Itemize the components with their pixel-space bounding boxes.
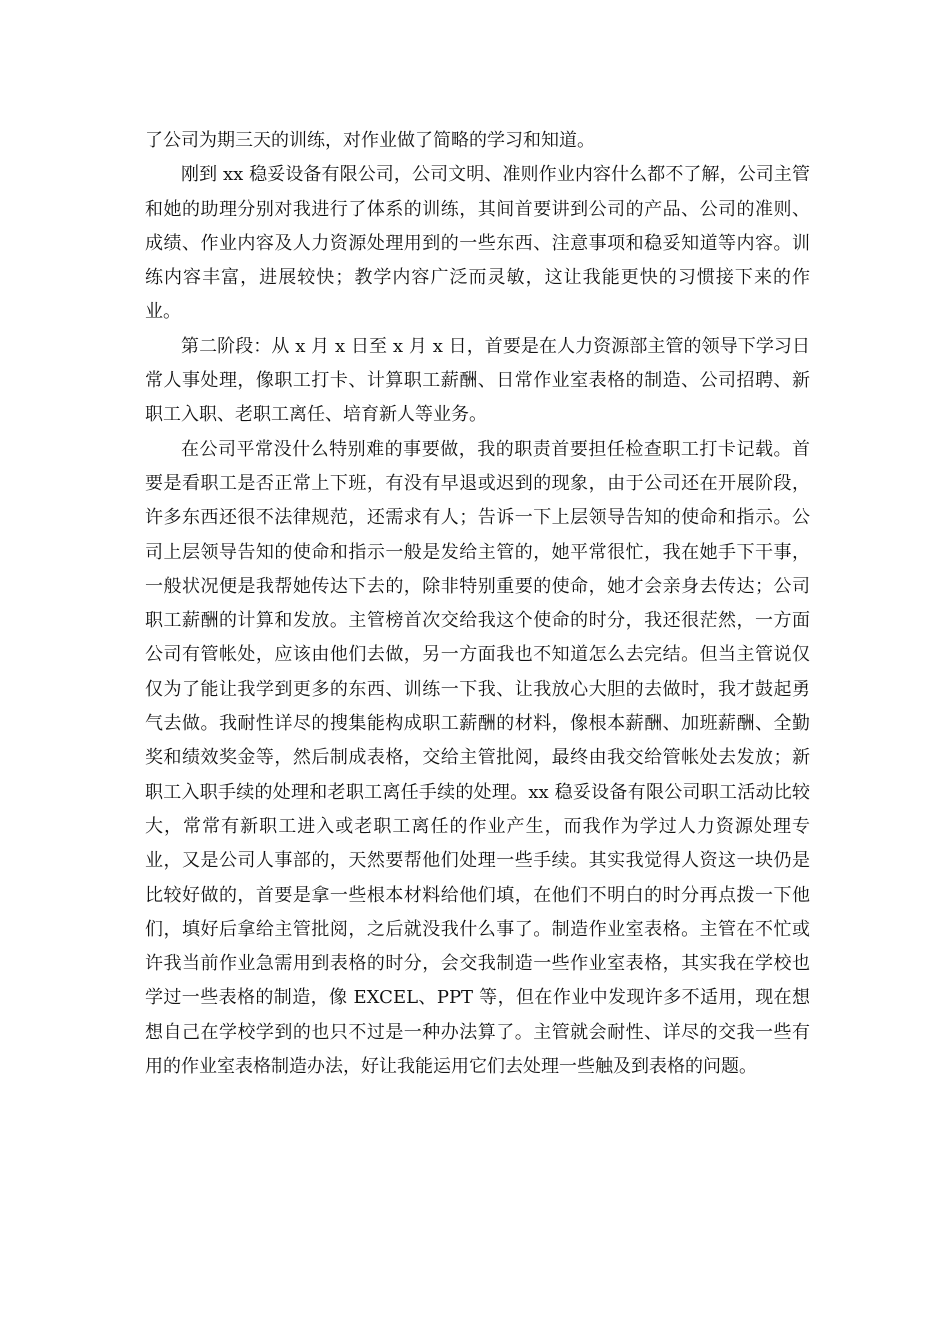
paragraph-training: 刚到 xx 稳妥设备有限公司，公司文明、准则作业内容什么都不了解，公司主管和她的助理分别对我进行了体系的训练，其间首要讲到公司的产品、公司的准则、成绩、作业内容及人力资源处理用到的一些东西、注意事项和稳妥知道等内容。训练内容丰富，进展较快；教学内容广泛而灵敏，这让我能更快的习惯接下来的作业。 <box>145 164 810 323</box>
body-text <box>145 124 810 1084</box>
paragraph-continuation: 了公司为期三天的训练，对作业做了简略的学习和知道。 <box>145 130 595 151</box>
paragraph-second-stage: 第二阶段：从 x 月 x 日至 x 月 x 日，首要是在人力资源部主管的领导下学习日常人事处理，像职工打卡、计算职工薪酬、日常作业室表格的制造、公司招聘、新职工入职、老职工离任、培育新人等业务。 <box>145 335 810 426</box>
paragraph-duties: 在公司平常没什么特别难的事要做，我的职责首要担任检查职工打卡记载。首要是看职工是否正常上下班，有没有早退或迟到的现象，由于公司还在开展阶段，许多东西还很不法律规范，还需求有人；告诉一下上层领导告知的使命和指示。公司上层领导告知的使命和指示一般是发给主管的，她平常很忙，我在她手下干事，一般状况便是我帮她传达下去的，除非特别重要的使命，她才会亲身去传达；公司职工薪酬的计算和发放。主管榜首次交给我这个使命的时分，我还很茫然，一方面公司有管帐处，应该由他们去做，另一方面我也不知道怎么去完结。但当主管说仅仅为了能让我学到更多的东西、训练一下我、让我放心大胆的去做时，我才鼓起勇气去做。我耐性详尽的搜集能构成职工薪酬的材料，像根本薪酬、加班薪酬、全勤奖和绩效奖金等，然后制成表格，交给主管批阅，最终由我交给管帐处去发放；新职工入职手续的处理和老职工离任手续的处理。xx 稳妥设备有限公司职工活动比较大，常常有新职工进入或老职工离任的作业产生，而我作为学过人力资源处理专业，又是公司人事部的，天然要帮他们处理一些手续。其实我觉得人资这一块仍是比较好做的，首要是拿一些根本材料给他们填，在他们不明白的时分再点拨一下他们，填好后拿给主管批阅，之后就没我什么事了。制造作业室表格。主管在不忙或许我当前作业急需用到表格的时分，会交我制造一些作业室表格，其实我在学校也学过一些表格的制造，像 EXCEL、PPT 等，但在作业中发现许多不适用，现在想想自己在学校学到的也只不过是一种办法算了。主管就会耐性、详尽的交我一些有用的作业室表格制造办法，好让我能运用它们去处理一些触及到表格的问题。 <box>145 438 810 1078</box>
